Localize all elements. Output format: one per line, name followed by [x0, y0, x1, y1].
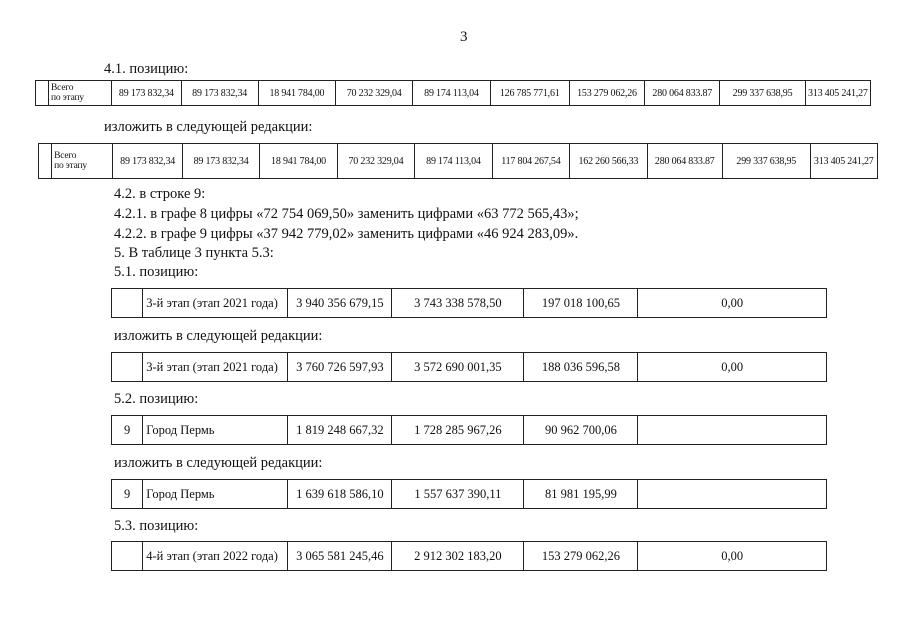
line-5-1: 5.1. позицию:: [114, 264, 199, 280]
value-cell: 0,00: [638, 289, 827, 318]
name-cell: 3-й этап (этап 2021 года): [143, 353, 288, 382]
value-cell: 197 018 100,65: [524, 289, 638, 318]
page-number: 3: [460, 29, 468, 45]
num-cell: [112, 289, 143, 318]
value-cell: 89 173 832,34: [182, 144, 259, 179]
num-cell: 9: [112, 416, 143, 445]
value-cell: 3 760 726 597,93: [288, 353, 392, 382]
blank-cell: [36, 81, 49, 106]
table-5-1-old: [111, 288, 827, 318]
value-cell: 162 260 566,33: [570, 144, 647, 179]
edit-text-1: изложить в следующей редакции:: [104, 119, 313, 135]
value-cell: 89 173 832,34: [113, 144, 182, 179]
value-cell: 1 557 637 390,11: [392, 480, 524, 509]
row-label: [52, 144, 113, 179]
value-cell: 153 279 062,26: [569, 81, 644, 106]
label-line-2: по этапу: [51, 93, 84, 103]
line-5: 5. В таблице 3 пункта 5.3:: [114, 245, 274, 261]
num-cell: [112, 542, 143, 571]
value-cell: 1 639 618 586,10: [288, 480, 392, 509]
value-cell: 89 174 113,04: [413, 81, 490, 106]
table-4-1-old: [35, 80, 871, 106]
table-5-1-new: [111, 352, 827, 382]
value-cell: 280 064 833.87: [647, 144, 722, 179]
value-cell: 313 405 241,27: [805, 81, 870, 106]
value-cell: 299 337 638,95: [720, 81, 805, 106]
name-cell: Город Пермь: [143, 480, 288, 509]
value-cell: [638, 416, 827, 445]
table-row: [39, 144, 878, 179]
table-row: [112, 289, 827, 318]
value-cell: 1 819 248 667,32: [288, 416, 392, 445]
value-cell: 0,00: [638, 542, 827, 571]
num-cell: 9: [112, 480, 143, 509]
table-row: [112, 416, 827, 445]
edit-text-2: изложить в следующей редакции:: [114, 328, 323, 344]
value-cell: 1 728 285 967,26: [392, 416, 524, 445]
value-cell: 3 940 356 679,15: [288, 289, 392, 318]
table-row: [36, 81, 871, 106]
table-row: [112, 480, 827, 509]
value-cell: 70 232 329,04: [336, 81, 413, 106]
value-cell: 18 941 784,00: [260, 144, 337, 179]
value-cell: 299 337 638,95: [722, 144, 810, 179]
value-cell: 153 279 062,26: [524, 542, 638, 571]
label-line-1: Всего: [54, 151, 77, 161]
section-4-1-heading: 4.1. позицию:: [104, 61, 189, 77]
value-cell: 2 912 302 183,20: [392, 542, 524, 571]
value-cell: 70 232 329,04: [337, 144, 414, 179]
value-cell: 18 941 784,00: [258, 81, 335, 106]
table-4-1-new: [38, 143, 878, 179]
table-row: [112, 542, 827, 571]
heading-5-3: 5.3. позицию:: [114, 518, 199, 534]
value-cell: 89 173 832,34: [181, 81, 258, 106]
table-row: [112, 353, 827, 382]
name-cell: Город Пермь: [143, 416, 288, 445]
value-cell: 188 036 596,58: [524, 353, 638, 382]
table-5-2-old: [111, 415, 827, 445]
label-line-2: по этапу: [54, 161, 87, 171]
table-5-3-old: [111, 541, 827, 571]
line-4-2: 4.2. в строке 9:: [114, 186, 206, 202]
num-cell: [112, 353, 143, 382]
name-cell: 3-й этап (этап 2021 года): [143, 289, 288, 318]
value-cell: 280 064 833.87: [645, 81, 720, 106]
name-cell: 4-й этап (этап 2022 года): [143, 542, 288, 571]
table-5-2-new: [111, 479, 827, 509]
value-cell: 89 173 832,34: [112, 81, 181, 106]
value-cell: 3 065 581 245,46: [288, 542, 392, 571]
value-cell: 117 804 267,54: [492, 144, 569, 179]
value-cell: 81 981 195,99: [524, 480, 638, 509]
heading-5-2: 5.2. позицию:: [114, 391, 199, 407]
value-cell: 89 174 113,04: [415, 144, 492, 179]
label-line-1: Всего: [51, 83, 74, 93]
row-label: [49, 81, 112, 106]
value-cell: 313 405 241,27: [810, 144, 878, 179]
line-4-2-2: 4.2.2. в графе 9 цифры «37 942 779,02» заменить цифрами «46 924 283,09».: [114, 226, 579, 242]
value-cell: 3 743 338 578,50: [392, 289, 524, 318]
value-cell: 3 572 690 001,35: [392, 353, 524, 382]
blank-cell: [39, 144, 52, 179]
value-cell: [638, 480, 827, 509]
line-4-2-1: 4.2.1. в графе 8 цифры «72 754 069,50» заменить цифрами «63 772 565,43»;: [114, 206, 579, 222]
value-cell: 0,00: [638, 353, 827, 382]
value-cell: 90 962 700,06: [524, 416, 638, 445]
value-cell: 126 785 771,61: [490, 81, 569, 106]
edit-text-3: изложить в следующей редакции:: [114, 455, 323, 471]
